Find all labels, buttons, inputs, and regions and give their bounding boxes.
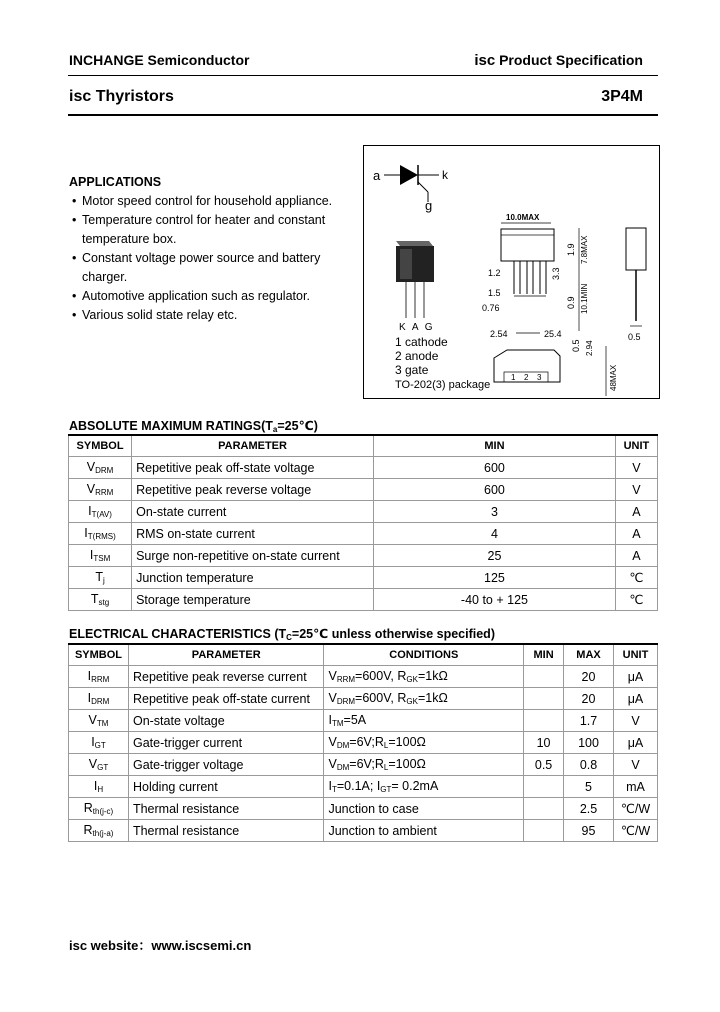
footer-label: isc website：: [69, 938, 152, 953]
col-symbol: SYMBOL: [69, 435, 132, 457]
symbol-main: I: [91, 735, 95, 749]
parameter-cell: Repetitive peak reverse current: [128, 666, 324, 688]
conditions-cell: [324, 732, 524, 754]
symbol-sub: T(RMS): [87, 532, 116, 541]
abs-max-title: [69, 418, 318, 434]
unit-cell: ℃: [615, 567, 657, 589]
parameter-cell: On-state voltage: [128, 710, 324, 732]
symbol-cell: [69, 776, 129, 798]
elec-header-row: [69, 644, 658, 666]
header-rule: [68, 75, 658, 76]
max-cell: 20: [564, 688, 614, 710]
conditions-cell: [324, 666, 524, 688]
dim-0-76: 0.76: [482, 303, 500, 313]
min-cell: -40 to + 125: [374, 589, 616, 611]
unit-cell: μA: [613, 732, 657, 754]
package-diagram: [363, 145, 660, 399]
symbol-main: V: [86, 482, 96, 496]
col-parameter: PARAMETER: [132, 435, 374, 457]
min-cell: [524, 820, 564, 842]
cond-part: =100Ω: [388, 735, 426, 749]
cond-sub: L: [383, 763, 389, 772]
conditions-cell: [324, 820, 524, 842]
application-item: • Automotive application such as regulator.: [69, 287, 352, 306]
table-row: [69, 589, 658, 611]
elec-table: [68, 643, 658, 842]
symbol-main: V: [88, 713, 97, 727]
dim-25-4: 25.4: [544, 329, 562, 339]
cond-part: =5A: [343, 713, 367, 727]
table-row: [69, 754, 658, 776]
parameter-cell: Holding current: [128, 776, 324, 798]
spec-title: [474, 52, 643, 69]
symbol-sub: th(j-c): [92, 807, 114, 816]
dim-1-5: 1.5: [488, 288, 501, 298]
cond-sub: GT: [380, 785, 392, 794]
min-cell: 600: [374, 479, 616, 501]
symbol-main: I: [93, 779, 98, 793]
symbol-sub: GT: [94, 741, 106, 750]
package-drawing: [364, 146, 659, 398]
symbol-sub: H: [97, 785, 104, 794]
min-cell: 125: [374, 567, 616, 589]
symbol-cell: [69, 754, 129, 776]
table-row: [69, 820, 658, 842]
dim-2-94: 2.94: [585, 340, 594, 356]
pin-num-2: 2: [524, 373, 529, 382]
symbol-cell: [69, 501, 132, 523]
unit-cell: A: [615, 545, 657, 567]
cond-sub: DM: [336, 763, 350, 772]
cond-sub: RRM: [336, 675, 356, 684]
symbol-cell: [69, 567, 132, 589]
unit-cell: ℃/W: [613, 798, 657, 820]
symbol-main: R: [83, 823, 93, 837]
min-cell: 10: [524, 732, 564, 754]
col-parameter: PARAMETER: [128, 644, 324, 666]
cond-part: =600V, R: [355, 691, 407, 705]
cond-sub: DRM: [336, 697, 356, 706]
table-row: [69, 732, 658, 754]
dim-0-5: 0.5: [571, 339, 581, 352]
conditions-cell: [324, 776, 524, 798]
parameter-cell: RMS on-state current: [132, 523, 374, 545]
table-row: [69, 501, 658, 523]
application-item: • Various solid state relay etc.: [69, 306, 352, 325]
symbol-sub: GT: [97, 763, 109, 772]
application-item: • Motor speed control for household appliance.: [69, 192, 352, 211]
outline-side: [626, 228, 646, 270]
symbol-sub: DRM: [91, 697, 110, 706]
col-conditions: CONDITIONS: [324, 644, 524, 666]
cond-part: V: [328, 691, 337, 705]
symbol-cell: [69, 589, 132, 611]
pins-label: K A G: [399, 322, 435, 333]
symbol-main: V: [86, 460, 96, 474]
parameter-cell: Surge non-repetitive on-state current: [132, 545, 374, 567]
cond-sub: GK: [406, 675, 418, 684]
parameter-cell: Repetitive peak off-state current: [128, 688, 324, 710]
col-min: MIN: [374, 435, 616, 457]
min-cell: 600: [374, 457, 616, 479]
symbol-cell: [69, 523, 132, 545]
website-link[interactable]: www.iscsemi.cn: [151, 938, 252, 953]
min-cell: 25: [374, 545, 616, 567]
dim-7-8-max: 7.8MAX: [580, 235, 589, 264]
unit-cell: ℃/W: [613, 820, 657, 842]
symbol-main: R: [83, 801, 93, 815]
application-item: • Constant voltage power source and battery charger.: [69, 249, 352, 287]
table-row: [69, 567, 658, 589]
unit-cell: A: [615, 523, 657, 545]
cond-part: I: [328, 713, 332, 727]
unit-cell: ℃: [615, 589, 657, 611]
max-cell: 5: [564, 776, 614, 798]
symbol-main: I: [84, 526, 88, 540]
symbol-cell: [69, 688, 129, 710]
cond-sub: T: [331, 785, 337, 794]
min-cell: [524, 798, 564, 820]
max-cell: 0.8: [564, 754, 614, 776]
conditions-cell: [324, 798, 524, 820]
thyristor-symbol-icon: [400, 165, 418, 185]
spec-label: Product Specification: [499, 52, 643, 68]
max-cell: 95: [564, 820, 614, 842]
package-name: TO-202(3) package: [395, 379, 491, 391]
symbol-cell: [69, 820, 129, 842]
dim-48-max: 48MAX: [609, 364, 618, 391]
table-row: [69, 479, 658, 501]
max-cell: 100: [564, 732, 614, 754]
abs-max-title-end: =25℃): [277, 419, 318, 433]
applications-list: [69, 192, 352, 325]
conditions-cell: [324, 710, 524, 732]
cond-part: Junction to ambient: [328, 823, 437, 838]
unit-cell: V: [613, 754, 657, 776]
symbol-sub: TSM: [93, 554, 111, 563]
table-row: [69, 776, 658, 798]
cond-part: V: [328, 669, 337, 683]
dim-10-max: 10.0MAX: [506, 213, 540, 222]
unit-cell: A: [615, 501, 657, 523]
symbol-sub: RRM: [95, 488, 114, 497]
col-max: MAX: [564, 644, 614, 666]
symbol-cell: [69, 798, 129, 820]
title-rule: [68, 114, 658, 116]
symbol-cell: [69, 479, 132, 501]
pin-num-1: 1: [511, 373, 516, 382]
pin2-label: 2 anode: [395, 349, 439, 363]
pin3-label: 3 gate: [395, 363, 429, 377]
application-item: • Temperature control for heater and constant temperature box.: [69, 211, 352, 249]
min-cell: 0.5: [524, 754, 564, 776]
applications-section: [69, 173, 352, 325]
cond-part: V: [328, 757, 337, 771]
symbol-a-label: a: [373, 168, 381, 183]
min-cell: [524, 710, 564, 732]
min-cell: [524, 666, 564, 688]
cond-part: = 0.2mA: [391, 779, 439, 793]
table-row: [69, 798, 658, 820]
dim-3-3: 3.3: [551, 267, 561, 280]
outline-body: [501, 229, 554, 261]
unit-cell: V: [613, 710, 657, 732]
pin1-label: 1 cathode: [395, 335, 448, 349]
symbol-main: I: [89, 548, 94, 562]
symbol-g-label: g: [425, 198, 433, 213]
cond-part: =6V;R: [349, 757, 384, 771]
parameter-cell: Gate-trigger current: [128, 732, 324, 754]
symbol-sub: th(j-a): [92, 829, 114, 838]
parameter-cell: On-state current: [132, 501, 374, 523]
min-cell: 3: [374, 501, 616, 523]
abs-max-table: [68, 434, 658, 611]
elec-title-end: =25℃ unless otherwise specified): [291, 627, 495, 641]
symbol-cell: [69, 666, 129, 688]
symbol-main: I: [87, 669, 92, 683]
brand-isc: isc: [474, 52, 496, 69]
pin-num-3: 3: [537, 373, 542, 382]
unit-cell: μA: [613, 688, 657, 710]
symbol-main: T: [95, 570, 103, 584]
symbol-main: V: [88, 757, 98, 771]
cond-part: =6V;R: [349, 735, 384, 749]
parameter-cell: Junction temperature: [132, 567, 374, 589]
table-row: [69, 523, 658, 545]
dim-2-54: 2.54: [490, 329, 508, 339]
abs-max-header-row: [69, 435, 658, 457]
symbol-cell: [69, 545, 132, 567]
min-cell: 4: [374, 523, 616, 545]
symbol-cell: [69, 457, 132, 479]
unit-cell: mA: [613, 776, 657, 798]
symbol-main: T: [90, 592, 99, 606]
dim-0-9: 0.9: [566, 296, 576, 309]
dim-1-9: 1.9: [566, 243, 576, 256]
dim-side-0-5: 0.5: [628, 332, 641, 342]
cond-sub: TM: [331, 719, 344, 728]
table-row: [69, 457, 658, 479]
parameter-cell: Gate-trigger voltage: [128, 754, 324, 776]
symbol-main: I: [87, 691, 92, 705]
symbol-sub: TM: [96, 719, 109, 728]
cond-sub: L: [383, 741, 389, 750]
unit-cell: V: [615, 457, 657, 479]
parameter-cell: Repetitive peak reverse voltage: [132, 479, 374, 501]
symbol-sub: T(AV): [91, 510, 112, 519]
symbol-sub: RRM: [91, 675, 110, 684]
symbol-sub: DRM: [95, 466, 114, 475]
elec-title-sub: C: [286, 633, 292, 642]
table-row: [69, 545, 658, 567]
parameter-cell: Storage temperature: [132, 589, 374, 611]
dim-10-1-min: 10.1MIN: [580, 283, 589, 314]
table-row: [69, 710, 658, 732]
cond-part: =100Ω: [388, 757, 426, 771]
series-title: isc Thyristors: [69, 88, 174, 105]
table-row: [69, 666, 658, 688]
elec-title: [69, 626, 495, 642]
cond-part: =1kΩ: [417, 669, 448, 683]
symbol-cell: [69, 732, 129, 754]
symbol-cell: [69, 710, 129, 732]
col-unit: UNIT: [613, 644, 657, 666]
min-cell: [524, 776, 564, 798]
min-cell: [524, 688, 564, 710]
dim-1-2: 1.2: [488, 268, 501, 278]
max-cell: 2.5: [564, 798, 614, 820]
symbol-k-label: k: [442, 168, 448, 182]
symbol-main: I: [88, 504, 92, 518]
col-symbol: SYMBOL: [69, 644, 129, 666]
cond-sub: GK: [406, 697, 418, 706]
max-cell: 1.7: [564, 710, 614, 732]
company-name: INCHANGE Semiconductor: [69, 52, 250, 68]
unit-cell: μA: [613, 666, 657, 688]
cond-part: I: [328, 779, 332, 793]
abs-max-title-sub: a: [272, 425, 278, 434]
parameter-cell: Repetitive peak off-state voltage: [132, 457, 374, 479]
table-row: [69, 688, 658, 710]
max-cell: 20: [564, 666, 614, 688]
parameter-cell: Thermal resistance: [128, 798, 324, 820]
cond-sub: DM: [336, 741, 350, 750]
cond-part: Junction to case: [328, 801, 419, 816]
symbol-sub: j: [102, 576, 105, 585]
col-min: MIN: [524, 644, 564, 666]
unit-cell: V: [615, 479, 657, 501]
conditions-cell: [324, 754, 524, 776]
abs-max-title-text: ABSOLUTE MAXIMUM RATINGS(T: [69, 419, 273, 433]
elec-title-text: ELECTRICAL CHARACTERISTICS (T: [69, 627, 287, 641]
part-number: 3P4M: [601, 88, 643, 105]
cond-part: V: [328, 735, 337, 749]
cond-part: =600V, R: [355, 669, 407, 683]
cond-part: =1kΩ: [417, 691, 448, 705]
cond-part: =0.1A; I: [336, 779, 381, 793]
col-unit: UNIT: [615, 435, 657, 457]
symbol-sub: stg: [98, 598, 110, 607]
applications-title: APPLICATIONS: [69, 175, 162, 189]
footer: [69, 935, 251, 954]
parameter-cell: Thermal resistance: [128, 820, 324, 842]
conditions-cell: [324, 688, 524, 710]
